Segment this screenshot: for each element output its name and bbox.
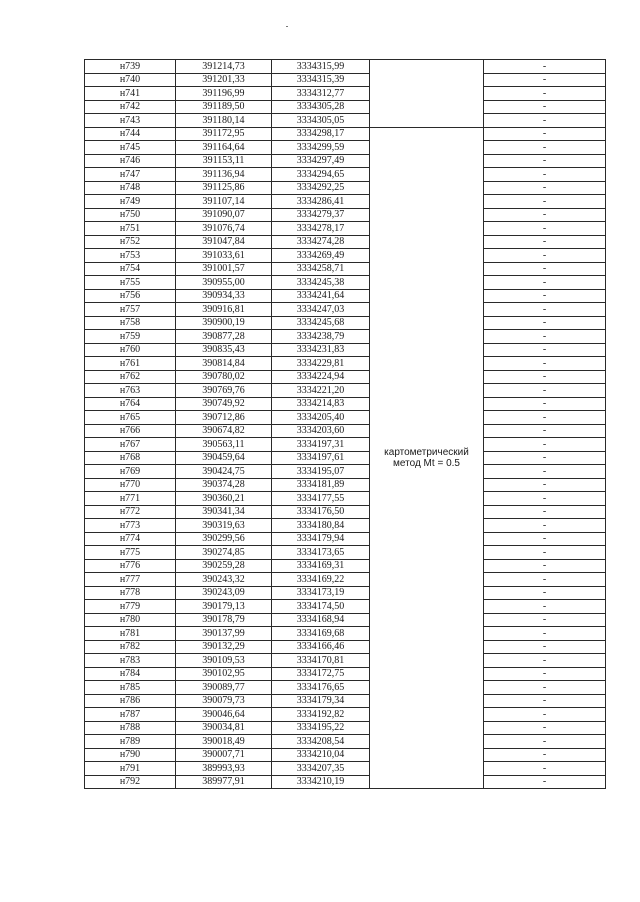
x-coordinate-cell: 390341,34 xyxy=(176,505,272,519)
point-name-cell: н762 xyxy=(85,370,176,384)
x-coordinate-cell: 390360,21 xyxy=(176,492,272,506)
table-row xyxy=(85,721,606,735)
dash-cell: - xyxy=(484,330,606,344)
dash-cell: - xyxy=(484,519,606,533)
y-coordinate-cell: 3334197,31 xyxy=(272,438,370,452)
point-name-cell: н759 xyxy=(85,330,176,344)
y-coordinate-cell: 3334286,41 xyxy=(272,195,370,209)
dash-cell: - xyxy=(484,141,606,155)
dash-cell: - xyxy=(484,721,606,735)
point-name-cell: н789 xyxy=(85,735,176,749)
table-row xyxy=(85,100,606,114)
table-row xyxy=(85,60,606,74)
y-coordinate-cell: 3334210,19 xyxy=(272,775,370,789)
y-coordinate-cell: 3334176,50 xyxy=(272,505,370,519)
x-coordinate-cell: 390109,53 xyxy=(176,654,272,668)
dash-cell: - xyxy=(484,73,606,87)
table-row xyxy=(85,748,606,762)
table-row xyxy=(85,411,606,425)
x-coordinate-cell: 390900,19 xyxy=(176,316,272,330)
y-coordinate-cell: 3334258,71 xyxy=(272,262,370,276)
method-empty-cell xyxy=(370,60,484,74)
point-name-cell: н782 xyxy=(85,640,176,654)
point-name-cell: н779 xyxy=(85,600,176,614)
point-name-cell: н749 xyxy=(85,195,176,209)
x-coordinate-cell: 390674,82 xyxy=(176,424,272,438)
y-coordinate-cell: 3334245,68 xyxy=(272,316,370,330)
point-name-cell: н774 xyxy=(85,532,176,546)
x-coordinate-cell: 390132,29 xyxy=(176,640,272,654)
y-coordinate-cell: 3334305,05 xyxy=(272,114,370,128)
table-row xyxy=(85,370,606,384)
table-row xyxy=(85,694,606,708)
y-coordinate-cell: 3334279,37 xyxy=(272,208,370,222)
table-row xyxy=(85,627,606,641)
point-name-cell: н785 xyxy=(85,681,176,695)
table-row xyxy=(85,613,606,627)
y-coordinate-cell: 3334207,35 xyxy=(272,762,370,776)
table-row xyxy=(85,168,606,182)
table-row xyxy=(85,573,606,587)
point-name-cell: н780 xyxy=(85,613,176,627)
point-name-cell: н781 xyxy=(85,627,176,641)
y-coordinate-cell: 3334203,60 xyxy=(272,424,370,438)
table-row xyxy=(85,262,606,276)
dash-cell: - xyxy=(484,438,606,452)
scan-speck xyxy=(286,26,288,27)
point-name-cell: н766 xyxy=(85,424,176,438)
dash-cell: - xyxy=(484,100,606,114)
y-coordinate-cell: 3334292,25 xyxy=(272,181,370,195)
x-coordinate-cell: 390916,81 xyxy=(176,303,272,317)
point-name-cell: н742 xyxy=(85,100,176,114)
x-coordinate-cell: 390769,76 xyxy=(176,384,272,398)
table-row xyxy=(85,181,606,195)
table-row xyxy=(85,492,606,506)
point-name-cell: н743 xyxy=(85,114,176,128)
method-empty-cell xyxy=(370,73,484,87)
y-coordinate-cell: 3334179,94 xyxy=(272,532,370,546)
x-coordinate-cell: 390814,84 xyxy=(176,357,272,371)
dash-cell: - xyxy=(484,667,606,681)
y-coordinate-cell: 3334297,49 xyxy=(272,154,370,168)
point-name-cell: н758 xyxy=(85,316,176,330)
dash-cell: - xyxy=(484,343,606,357)
x-coordinate-cell: 390749,92 xyxy=(176,397,272,411)
x-coordinate-cell: 390319,63 xyxy=(176,519,272,533)
x-coordinate-cell: 390137,99 xyxy=(176,627,272,641)
table-row xyxy=(85,141,606,155)
y-coordinate-cell: 3334247,03 xyxy=(272,303,370,317)
x-coordinate-cell: 390243,32 xyxy=(176,573,272,587)
table-row xyxy=(85,478,606,492)
dash-cell: - xyxy=(484,168,606,182)
x-coordinate-cell: 391090,07 xyxy=(176,208,272,222)
x-coordinate-cell: 390955,00 xyxy=(176,276,272,290)
x-coordinate-cell: 391201,33 xyxy=(176,73,272,87)
table-row xyxy=(85,681,606,695)
y-coordinate-cell: 3334315,39 xyxy=(272,73,370,87)
point-name-cell: н771 xyxy=(85,492,176,506)
table-row xyxy=(85,667,606,681)
point-name-cell: н761 xyxy=(85,357,176,371)
y-coordinate-cell: 3334169,31 xyxy=(272,559,370,573)
dash-cell: - xyxy=(484,748,606,762)
table-row xyxy=(85,438,606,452)
point-name-cell: н757 xyxy=(85,303,176,317)
y-coordinate-cell: 3334294,65 xyxy=(272,168,370,182)
table-row xyxy=(85,235,606,249)
point-name-cell: н740 xyxy=(85,73,176,87)
table-row xyxy=(85,546,606,560)
point-name-cell: н748 xyxy=(85,181,176,195)
y-coordinate-cell: 3334176,65 xyxy=(272,681,370,695)
method-name-text: картометрический xyxy=(384,446,469,458)
y-coordinate-cell: 3334192,82 xyxy=(272,708,370,722)
table-row xyxy=(85,586,606,600)
table-row xyxy=(85,316,606,330)
table-row xyxy=(85,735,606,749)
dash-cell: - xyxy=(484,627,606,641)
table-row xyxy=(85,330,606,344)
dash-cell: - xyxy=(484,478,606,492)
point-name-cell: н756 xyxy=(85,289,176,303)
table-row xyxy=(85,451,606,465)
x-coordinate-cell: 391164,64 xyxy=(176,141,272,155)
dash-cell: - xyxy=(484,573,606,587)
x-coordinate-cell: 391196,99 xyxy=(176,87,272,101)
method-empty-cell xyxy=(370,114,484,128)
y-coordinate-cell: 3334312,77 xyxy=(272,87,370,101)
dash-cell: - xyxy=(484,465,606,479)
y-coordinate-cell: 3334170,81 xyxy=(272,654,370,668)
x-coordinate-cell: 390712,86 xyxy=(176,411,272,425)
dash-cell: - xyxy=(484,127,606,141)
x-coordinate-cell: 391172,95 xyxy=(176,127,272,141)
dash-cell: - xyxy=(484,681,606,695)
point-name-cell: н790 xyxy=(85,748,176,762)
x-coordinate-cell: 391189,50 xyxy=(176,100,272,114)
determination-method-cell xyxy=(370,127,484,789)
x-coordinate-cell: 390374,28 xyxy=(176,478,272,492)
point-name-cell: н752 xyxy=(85,235,176,249)
point-name-cell: н788 xyxy=(85,721,176,735)
x-coordinate-cell: 390259,28 xyxy=(176,559,272,573)
dash-cell: - xyxy=(484,775,606,789)
dash-cell: - xyxy=(484,60,606,74)
y-coordinate-cell: 3334214,83 xyxy=(272,397,370,411)
y-coordinate-cell: 3334195,07 xyxy=(272,465,370,479)
x-coordinate-cell: 391033,61 xyxy=(176,249,272,263)
dash-cell: - xyxy=(484,640,606,654)
table-row xyxy=(85,397,606,411)
point-name-cell: н739 xyxy=(85,60,176,74)
dash-cell: - xyxy=(484,411,606,425)
table-row xyxy=(85,519,606,533)
x-coordinate-cell: 390424,75 xyxy=(176,465,272,479)
point-name-cell: н784 xyxy=(85,667,176,681)
table-row xyxy=(85,249,606,263)
dash-cell: - xyxy=(484,735,606,749)
x-coordinate-cell: 390034,81 xyxy=(176,721,272,735)
point-name-cell: н763 xyxy=(85,384,176,398)
x-coordinate-cell: 391001,57 xyxy=(176,262,272,276)
point-name-cell: н746 xyxy=(85,154,176,168)
dash-cell: - xyxy=(484,249,606,263)
y-coordinate-cell: 3334173,65 xyxy=(272,546,370,560)
point-name-cell: н775 xyxy=(85,546,176,560)
table-row xyxy=(85,127,606,141)
y-coordinate-cell: 3334169,22 xyxy=(272,573,370,587)
coordinates-table xyxy=(84,59,606,789)
point-name-cell: н768 xyxy=(85,451,176,465)
y-coordinate-cell: 3334210,04 xyxy=(272,748,370,762)
point-name-cell: н750 xyxy=(85,208,176,222)
point-name-cell: н767 xyxy=(85,438,176,452)
point-name-cell: н764 xyxy=(85,397,176,411)
y-coordinate-cell: 3334197,61 xyxy=(272,451,370,465)
point-name-cell: н744 xyxy=(85,127,176,141)
y-coordinate-cell: 3334205,40 xyxy=(272,411,370,425)
point-name-cell: н741 xyxy=(85,87,176,101)
x-coordinate-cell: 390459,64 xyxy=(176,451,272,465)
coordinates-table-body xyxy=(85,60,606,789)
y-coordinate-cell: 3334166,46 xyxy=(272,640,370,654)
dash-cell: - xyxy=(484,235,606,249)
x-coordinate-cell: 390018,49 xyxy=(176,735,272,749)
table-row xyxy=(85,222,606,236)
x-coordinate-cell: 390934,33 xyxy=(176,289,272,303)
dash-cell: - xyxy=(484,505,606,519)
point-name-cell: н745 xyxy=(85,141,176,155)
y-coordinate-cell: 3334179,34 xyxy=(272,694,370,708)
table-row xyxy=(85,114,606,128)
point-name-cell: н747 xyxy=(85,168,176,182)
dash-cell: - xyxy=(484,492,606,506)
point-name-cell: н770 xyxy=(85,478,176,492)
point-name-cell: н777 xyxy=(85,573,176,587)
point-name-cell: н791 xyxy=(85,762,176,776)
method-empty-cell xyxy=(370,87,484,101)
dash-cell: - xyxy=(484,384,606,398)
y-coordinate-cell: 3334241,64 xyxy=(272,289,370,303)
point-name-cell: н755 xyxy=(85,276,176,290)
y-coordinate-cell: 3334180,84 xyxy=(272,519,370,533)
table-row xyxy=(85,762,606,776)
point-name-cell: н765 xyxy=(85,411,176,425)
x-coordinate-cell: 390178,79 xyxy=(176,613,272,627)
dash-cell: - xyxy=(484,208,606,222)
x-coordinate-cell: 390877,28 xyxy=(176,330,272,344)
point-name-cell: н786 xyxy=(85,694,176,708)
table-row xyxy=(85,465,606,479)
table-row xyxy=(85,357,606,371)
x-coordinate-cell: 391153,11 xyxy=(176,154,272,168)
dash-cell: - xyxy=(484,370,606,384)
x-coordinate-cell: 390243,09 xyxy=(176,586,272,600)
dash-cell: - xyxy=(484,181,606,195)
x-coordinate-cell: 391125,86 xyxy=(176,181,272,195)
y-coordinate-cell: 3334208,54 xyxy=(272,735,370,749)
dash-cell: - xyxy=(484,424,606,438)
dash-cell: - xyxy=(484,762,606,776)
method-empty-cell xyxy=(370,100,484,114)
x-coordinate-cell: 390179,13 xyxy=(176,600,272,614)
y-coordinate-cell: 3334231,83 xyxy=(272,343,370,357)
table-row xyxy=(85,87,606,101)
dash-cell: - xyxy=(484,654,606,668)
table-row xyxy=(85,559,606,573)
dash-cell: - xyxy=(484,303,606,317)
table-row xyxy=(85,276,606,290)
x-coordinate-cell: 390089,77 xyxy=(176,681,272,695)
point-name-cell: н772 xyxy=(85,505,176,519)
dash-cell: - xyxy=(484,600,606,614)
method-accuracy-text: метод Mt = 0.5 xyxy=(393,457,460,469)
table-row xyxy=(85,424,606,438)
x-coordinate-cell: 390046,64 xyxy=(176,708,272,722)
table-row xyxy=(85,384,606,398)
table-row xyxy=(85,775,606,789)
x-coordinate-cell: 390079,73 xyxy=(176,694,272,708)
x-coordinate-cell: 391214,73 xyxy=(176,60,272,74)
x-coordinate-cell: 391076,74 xyxy=(176,222,272,236)
x-coordinate-cell: 389993,93 xyxy=(176,762,272,776)
point-name-cell: н778 xyxy=(85,586,176,600)
y-coordinate-cell: 3334172,75 xyxy=(272,667,370,681)
table-row xyxy=(85,505,606,519)
dash-cell: - xyxy=(484,357,606,371)
table-row xyxy=(85,654,606,668)
table-row xyxy=(85,343,606,357)
x-coordinate-cell: 390780,02 xyxy=(176,370,272,384)
dash-cell: - xyxy=(484,114,606,128)
x-coordinate-cell: 391180,14 xyxy=(176,114,272,128)
x-coordinate-cell: 389977,91 xyxy=(176,775,272,789)
dash-cell: - xyxy=(484,451,606,465)
table-row xyxy=(85,640,606,654)
dash-cell: - xyxy=(484,694,606,708)
y-coordinate-cell: 3334169,68 xyxy=(272,627,370,641)
table-row xyxy=(85,708,606,722)
y-coordinate-cell: 3334274,28 xyxy=(272,235,370,249)
y-coordinate-cell: 3334168,94 xyxy=(272,613,370,627)
point-name-cell: н773 xyxy=(85,519,176,533)
dash-cell: - xyxy=(484,87,606,101)
y-coordinate-cell: 3334315,99 xyxy=(272,60,370,74)
dash-cell: - xyxy=(484,532,606,546)
table-row xyxy=(85,600,606,614)
y-coordinate-cell: 3334174,50 xyxy=(272,600,370,614)
x-coordinate-cell: 391107,14 xyxy=(176,195,272,209)
y-coordinate-cell: 3334173,19 xyxy=(272,586,370,600)
dash-cell: - xyxy=(484,222,606,236)
table-row xyxy=(85,532,606,546)
y-coordinate-cell: 3334177,55 xyxy=(272,492,370,506)
table-row xyxy=(85,303,606,317)
table-row xyxy=(85,208,606,222)
point-name-cell: н753 xyxy=(85,249,176,263)
y-coordinate-cell: 3334305,28 xyxy=(272,100,370,114)
dash-cell: - xyxy=(484,276,606,290)
dash-cell: - xyxy=(484,316,606,330)
point-name-cell: н792 xyxy=(85,775,176,789)
x-coordinate-cell: 391136,94 xyxy=(176,168,272,182)
table-row xyxy=(85,154,606,168)
y-coordinate-cell: 3334181,89 xyxy=(272,478,370,492)
y-coordinate-cell: 3334298,17 xyxy=(272,127,370,141)
dash-cell: - xyxy=(484,559,606,573)
dash-cell: - xyxy=(484,195,606,209)
table-row xyxy=(85,195,606,209)
table-row xyxy=(85,73,606,87)
point-name-cell: н776 xyxy=(85,559,176,573)
table-row xyxy=(85,289,606,303)
dash-cell: - xyxy=(484,154,606,168)
y-coordinate-cell: 3334278,17 xyxy=(272,222,370,236)
y-coordinate-cell: 3334238,79 xyxy=(272,330,370,344)
x-coordinate-cell: 390563,11 xyxy=(176,438,272,452)
y-coordinate-cell: 3334299,59 xyxy=(272,141,370,155)
point-name-cell: н751 xyxy=(85,222,176,236)
x-coordinate-cell: 390835,43 xyxy=(176,343,272,357)
dash-cell: - xyxy=(484,262,606,276)
x-coordinate-cell: 390299,56 xyxy=(176,532,272,546)
y-coordinate-cell: 3334195,22 xyxy=(272,721,370,735)
dash-cell: - xyxy=(484,586,606,600)
y-coordinate-cell: 3334221,20 xyxy=(272,384,370,398)
dash-cell: - xyxy=(484,289,606,303)
dash-cell: - xyxy=(484,613,606,627)
x-coordinate-cell: 390102,95 xyxy=(176,667,272,681)
dash-cell: - xyxy=(484,397,606,411)
dash-cell: - xyxy=(484,546,606,560)
dash-cell: - xyxy=(484,708,606,722)
point-name-cell: н769 xyxy=(85,465,176,479)
x-coordinate-cell: 391047,84 xyxy=(176,235,272,249)
x-coordinate-cell: 390007,71 xyxy=(176,748,272,762)
y-coordinate-cell: 3334224,94 xyxy=(272,370,370,384)
y-coordinate-cell: 3334229,81 xyxy=(272,357,370,371)
y-coordinate-cell: 3334269,49 xyxy=(272,249,370,263)
point-name-cell: н760 xyxy=(85,343,176,357)
x-coordinate-cell: 390274,85 xyxy=(176,546,272,560)
point-name-cell: н783 xyxy=(85,654,176,668)
y-coordinate-cell: 3334245,38 xyxy=(272,276,370,290)
point-name-cell: н754 xyxy=(85,262,176,276)
point-name-cell: н787 xyxy=(85,708,176,722)
